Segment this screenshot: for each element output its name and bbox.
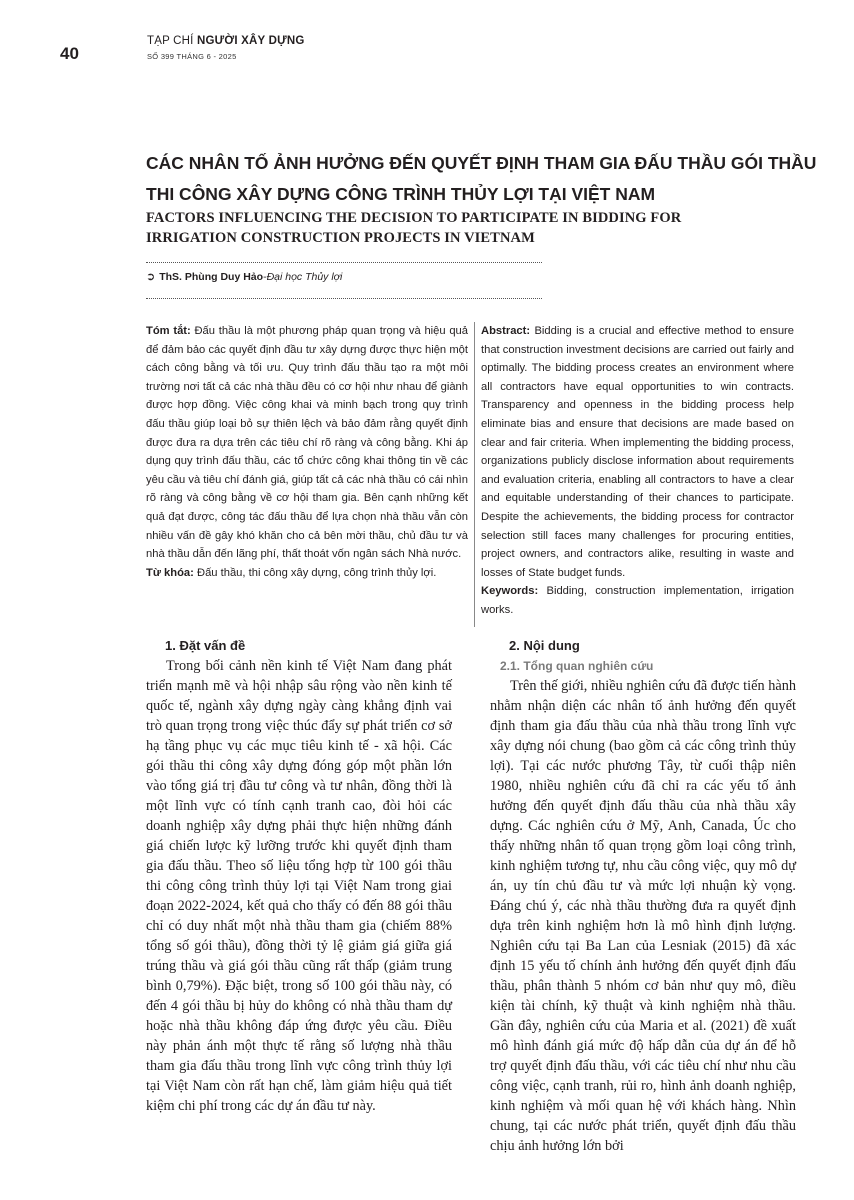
keywords-vn-label: Từ khóa: bbox=[146, 566, 194, 579]
issue-info: SỐ 399 THÁNG 6 - 2025 bbox=[147, 52, 237, 61]
abstract-vn-text: Đấu thầu là một phương pháp quan trọng và hiệu quả để đảm bảo các quyết định đầu tư xây dựng được thực hiện một cách công bằng và tối ưu. Quy trình đấu thầu tạo ra một môi trường nơi tất cả các nhà thầu đều có cơ hội như nhau để giành được hợp đồng. Việc công khai và minh bạch trong quy trình đấu thầu giúp loại bỏ sự thiên lệch và bảo đảm rằng quyết định được đưa ra dựa trên các tiêu chí rõ ràng và công bằng. Khi áp dụng quy trình đấu thầu, các tổ chức công khai thông tin về các yêu cầu và tiêu chí đánh giá, giúp tất cả các nhà thầu có cái nhìn rõ ràng và công bằng về cơ hội tham gia. Bên cạnh những kết quả đạt được, công tác đấu thầu để lựa chọn nhà thầu vẫn còn nhiều vấn đề gây khó khăn cho cả bên mời thầu, chủ đầu tư và nhà thầu dẫn đến lãng phí, thất thoát vốn ngân sách Nhà nước. bbox=[146, 325, 469, 561]
author-affiliation: Đại học Thủy lợi bbox=[266, 270, 343, 283]
keywords-en bbox=[481, 582, 794, 619]
keywords-en-label: Keywords: bbox=[481, 585, 539, 598]
article-title-en: FACTORS INFLUENCING THE DECISION TO PARTICIPATE IN BIDDING FOR IRRIGATION CONSTRUCTION PROJECTS IN VIETNAM bbox=[146, 210, 682, 246]
author-separator: - bbox=[263, 270, 267, 283]
keywords-vn-text: Đấu thầu, thi công xây dựng, công trình thủy lợi. bbox=[193, 566, 437, 579]
section-2-heading: 2. Nội dung bbox=[509, 638, 580, 653]
arrow-icon: ➲ bbox=[146, 271, 156, 283]
divider-top bbox=[146, 262, 542, 263]
author-name: ThS. Phùng Duy Hảo bbox=[159, 270, 264, 283]
abstract-vn bbox=[146, 322, 468, 582]
section-2-1-subheading: 2.1. Tổng quan nghiên cứu bbox=[500, 659, 654, 673]
divider-bottom bbox=[146, 298, 542, 299]
abstract-en-text: Bidding is a crucial and effective method to ensure that construction investment decisions are carried out fairly and optimally. The bidding process creates an environment where all contractors have equal opportunities to win contracts. Transparency and openness in the bidding process help eliminate bias and ensure that decisions are made based on clear and fair criteria. When implementing the bidding process, organizations publicly disclose information about requirements and evaluation criteria, enabling all contractors to have a clear and equitable understanding of their chances to participate. Despite the achievements, the bidding process for contractor selection still faces many challenges for procuring entities, project owners, and contractors alike, resulting in waste and losses of State budget funds. bbox=[481, 325, 794, 579]
keywords-vn bbox=[146, 564, 468, 583]
page-header bbox=[60, 34, 820, 70]
journal-title bbox=[147, 35, 304, 47]
author-line bbox=[146, 270, 342, 283]
journal-prefix: TẠP CHÍ bbox=[147, 35, 197, 47]
section-2 bbox=[490, 636, 796, 1156]
page-number: 40 bbox=[60, 44, 79, 63]
section-1 bbox=[146, 636, 452, 1116]
abstract-divider bbox=[474, 322, 475, 627]
abstract-vn-body bbox=[146, 322, 468, 564]
article-title-vn: CÁC NHÂN TỐ ẢNH HƯỞNG ĐẾN QUYẾT ĐỊNH THAM GIA ĐẤU THẦU GÓI THẦU THI CÔNG XÂY DỰNG CÔNG TRÌNH THỦY LỢI TẠI VIỆT NAM bbox=[146, 153, 817, 204]
section-1-paragraph: Trong bối cảnh nền kinh tế Việt Nam đang phát triển mạnh mẽ và hội nhập sâu rộng vào nền kinh tế quốc tế, ngành xây dựng ngày càng khẳng định vai trò quan trọng trong việc thúc đẩy sự phát triển cơ sở hạ tầng phục vụ các mục tiêu kinh tế - xã hội. Các gói thầu thi công xây dựng đóng góp một phần lớn vào tổng giá trị đầu tư công và tư nhân, đồng thời là một lĩnh vực có tính cạnh tranh cao, đòi hỏi các doanh nghiệp xây dựng phải thực hiện những đánh giá chiến lược kỹ lưỡng trước khi quyết định tham gia đấu thầu. Theo số liệu tổng hợp từ 100 gói thầu thi công công trình thủy lợi tại Việt Nam trong giai đoạn 2022-2024, kết quả cho thấy có đến 88 gói thầu chỉ có duy nhất một nhà thầu tham gia (chiếm 88% tổng số gói thầu), đồng thời tỷ lệ giảm giá giữa giá trúng thầu và giá gói thầu cũng rất thấp (giảm trung bình 0,79%). Đặc biệt, trong số 100 gói thầu này, có đến 4 gói thầu bị hủy do không có nhà thầu tham dự hoặc nhà thầu không đáp ứng được yêu cầu. Điều này phản ánh một thực tế rằng số lượng nhà thầu tham gia đấu thầu trong lĩnh vực công trình thủy lợi tại Việt Nam còn rất hạn chế, làm giảm hiệu quả tiết kiệm chi phí trong các dự án đầu tư này. bbox=[146, 658, 452, 1114]
abstract-en-label: Abstract: bbox=[481, 325, 531, 337]
abstract-en-body bbox=[481, 322, 794, 582]
section-2-paragraph: Trên thế giới, nhiều nghiên cứu đã được tiến hành nhằm nhận diện các nhân tố ảnh hưởng đến quyết định tham gia đấu thầu của nhà thầu trong lĩnh vực xây dựng nói chung (bao gồm cả các công trình thủy lợi). Tại các nước phương Tây, từ cuối thập niên 1980, nhiều nghiên cứu đã chỉ ra các yếu tố ảnh hưởng đến quyết định đấu thầu của nhà thầu xây dựng. Các nghiên cứu ở Mỹ, Anh, Canada, Úc cho thấy những nhân tố quan trọng gồm loại công trình, kinh nghiệm tương tự, nhu cầu công việc, quy mô dự án, uy tín chủ đầu tư và mức lợi nhuận kỳ vọng. Đáng chú ý, các nhà thầu thường đưa ra quyết định dựa trên kinh nghiệm hơn là mô hình định lượng. Nghiên cứu tại Ba Lan của Lesniak (2015) đã xác định 15 yếu tố chính ảnh hưởng đến quyết định đấu thầu, phân thành 5 nhóm cơ bản như quy mô, điều kiện tài chính, kỹ thuật và kinh nghiệm nhà thầu. Gần đây, nghiên cứu của Maria et al. (2021) đề xuất mô hình đánh giá mức độ hấp dẫn của dự án để hỗ trợ quyết định đấu thầu, với các tiêu chí như nhu cầu công việc, cạnh tranh, rủi ro, hình ảnh doanh nghiệp, kinh nghiệm và mối quan hệ với khách hàng. Nhìn chung, tại các nước phát triển, quyết định đấu thầu chịu ảnh hưởng lớn bởi bbox=[490, 678, 796, 1154]
section-1-heading: 1. Đặt vấn đề bbox=[165, 638, 246, 653]
abstract-vn-label: Tóm tắt: bbox=[146, 325, 191, 337]
keywords-en-text: Bidding, construction implementation, irrigation works. bbox=[481, 585, 794, 616]
journal-name: NGƯỜI XÂY DỰNG bbox=[196, 35, 305, 47]
abstract-en bbox=[481, 322, 794, 620]
